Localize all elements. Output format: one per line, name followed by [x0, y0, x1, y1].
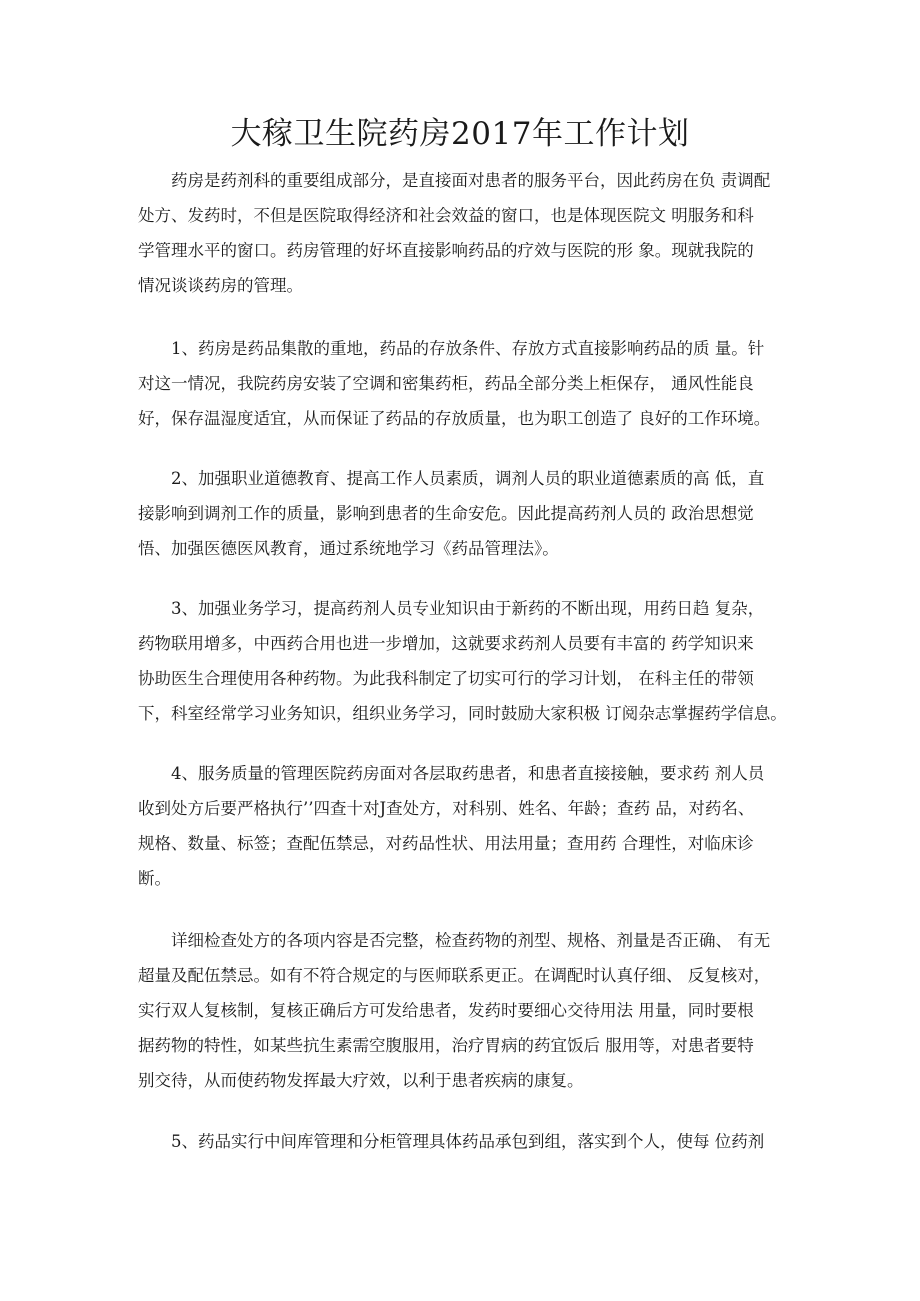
paragraph-line: 规格、数量、标签；查配伍禁忌，对药品性状、用法用量；查用药 合理性，对临床诊	[138, 834, 754, 853]
paragraph-item-1	[138, 331, 788, 436]
paragraph-line: 5、药品实行中间库管理和分柜管理具体药品承包到组，落实到个人，使每 位药剂	[171, 1132, 765, 1151]
paragraph-item-2	[138, 461, 788, 566]
paragraph-line: 悟、加强医德医风教育，通过系统地学习《药品管理法》。	[138, 539, 559, 558]
paragraph-line: 据药物的特性，如某些抗生素需空腹服用，治疗胃病的药宜饭后 服用等，对患者要特	[138, 1036, 754, 1055]
paragraph-line: 药房是药剂科的重要组成部分，是直接面对患者的服务平台，因此药房在负 责调配	[171, 171, 771, 190]
paragraph-line: 协助医生合理使用各种药物。为此我科制定了切实可行的学习计划， 在科主任的带领	[138, 669, 754, 688]
paragraph-line: 1、药房是药品集散的重地，药品的存放条件、存放方式直接影响药品的质 量。针	[171, 339, 765, 358]
paragraph-item-5	[138, 1124, 788, 1159]
paragraph-line: 对这一情况，我院药房安装了空调和密集药柜，药品全部分类上柜保存， 通风性能良	[138, 374, 754, 393]
paragraph-line: 下，科室经常学习业务知识，组织业务学习，同时鼓励大家积极 订阅杂志掌握药学信息。	[138, 704, 787, 723]
paragraph-line: 3、加强业务学习，提高药剂人员专业知识由于新药的不断出现，用药日趋 复杂，	[171, 599, 765, 618]
paragraph-line: 详细检查处方的各项内容是否完整，检查药物的剂型、规格、剂量是否正确、 有无	[171, 931, 771, 950]
paragraph-line: 处方、发药时，不但是医院取得经济和社会效益的窗口，也是体现医院文 明服务和科	[138, 206, 754, 225]
paragraph-line: 收到处方后要严格执行’’四查十对J查处方，对科别、姓名、年龄；查药 品，对药名、	[138, 799, 755, 818]
paragraph-line: 情况谈谈药房的管理。	[138, 276, 303, 295]
paragraph-line: 药物联用增多，中西药合用也进一步增加，这就要求药剂人员要有丰富的 药学知识来	[138, 634, 754, 653]
paragraph-line: 好，保存温湿度适宜，从而保证了药品的存放质量，也为职工创造了 良好的工作环境。	[138, 409, 771, 428]
paragraph-line: 4、服务质量的管理医院药房面对各层取药患者，和患者直接接触，要求药 剂人员	[171, 764, 765, 783]
paragraph-line: 断。	[138, 869, 171, 888]
paragraph-line: 接影响到调剂工作的质量，影响到患者的生命安危。因此提高药剂人员的 政治思想觉	[138, 504, 754, 523]
paragraph-line: 实行双人复核制，复核正确后方可发给患者，发药时要细心交待用法 用量，同时要根	[138, 1001, 754, 1020]
paragraph-line: 学管理水平的窗口。药房管理的好坏直接影响药品的疗效与医院的形 象。现就我院的	[138, 241, 754, 260]
document-title: 大稼卫生院药房2017年工作计划	[230, 116, 690, 152]
paragraph-line: 2、加强职业道德教育、提高工作人员素质，调剂人员的职业道德素质的高 低，直	[171, 469, 765, 488]
paragraph-item-3	[138, 591, 788, 731]
paragraph-intro	[138, 163, 788, 303]
paragraph-item-4	[138, 756, 788, 896]
paragraph-line: 别交待，从而使药物发挥最大疗效，以利于患者疾病的康复。	[138, 1071, 584, 1090]
paragraph-prescription-check	[138, 923, 788, 1098]
paragraph-line: 超量及配伍禁忌。如有不符合规定的与医师联系更正。在调配时认真仔细、 反复核对，	[138, 966, 771, 985]
